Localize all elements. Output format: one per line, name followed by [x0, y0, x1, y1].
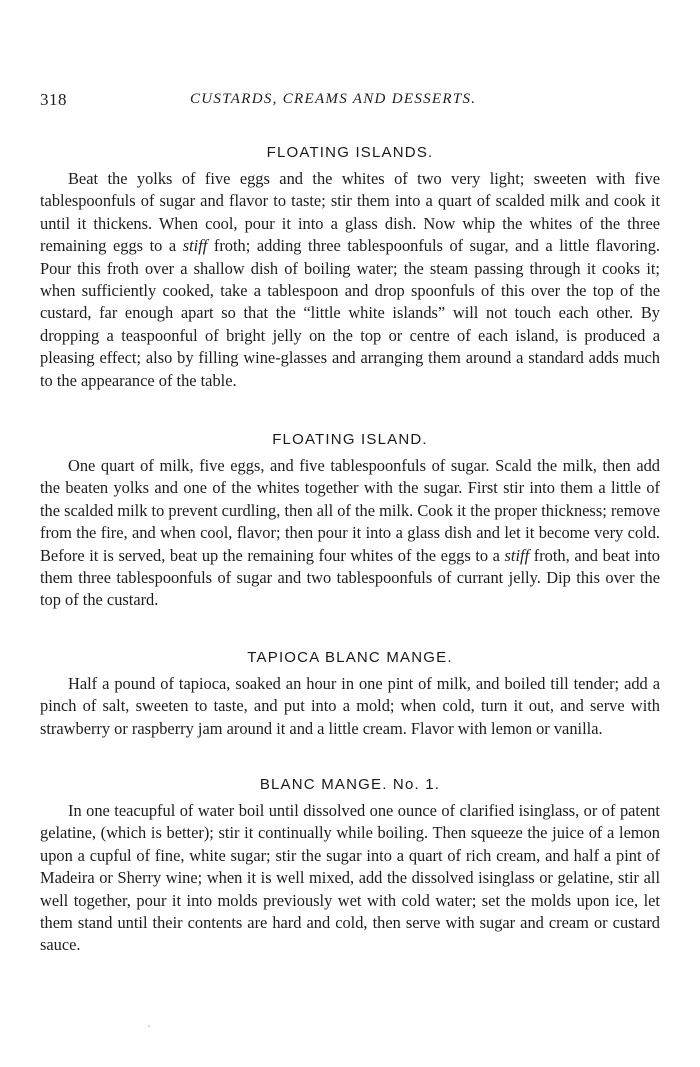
- recipe-text: [40, 800, 660, 957]
- paper-speck: [148, 1025, 150, 1027]
- recipe-floating-islands: [40, 142, 660, 392]
- recipe-title: FLOATING ISLAND.: [272, 431, 428, 448]
- recipe-text: [40, 455, 660, 612]
- running-head: [40, 90, 660, 114]
- recipe-title: TAPIOCA BLANC MANGE.: [247, 649, 453, 666]
- text-run: Half a pound of tapioca, soaked an hour in one pint of milk, and boiled till tender; add a pinch of salt, sweeten to taste, and put into a mold; when cold, turn it out, and serve with strawberry or raspberry jam around it and a little cream. Flavor with lemon or vanilla.: [40, 674, 660, 738]
- recipe-floating-island: [40, 429, 660, 612]
- recipe-title: FLOATING ISLANDS.: [266, 144, 434, 161]
- page-number: 318: [40, 90, 67, 109]
- recipe-tapioca-blanc-mange: [40, 647, 660, 740]
- text-run: froth, and beat into them three tablespoonfuls of sugar and two tablespoonfuls of currant jelly. Dip this over the top of the custard.: [40, 545, 660, 610]
- italic-word: stiff: [504, 545, 530, 565]
- recipe-text: [40, 673, 660, 740]
- italic-word: stiff: [182, 236, 208, 256]
- recipe-blanc-mange-no-1: [40, 774, 660, 957]
- text-run: froth; adding three tablespoonfuls of sugar, and a little flavoring. Pour this froth over a shallow dish of boiling water; the steam passing through it cooks it; when sufficiently cooked, take a tablespoon and drop spoonfuls of this over the top of the custard, far enough apart so that the “little white islands” will not touch each other. By dropping a teaspoonful of bright jelly on the top or centre of each island, is produced a pleasing effect; also by filling wine-glasses and arranging them around a standard adds much to the appearance of the table.: [40, 236, 660, 390]
- text-run: Beat the yolks of five eggs and the whites of two very light; sweeten with five tablespoonfuls of sugar and flavor to taste; stir them into a quart of scalded milk and cook it until it thickens. When cool, pour it into a glass dish. Now whip the whites of the three remaining eggs to a: [40, 169, 660, 256]
- text-run: One quart of milk, five eggs, and five tablespoonfuls of sugar. Scald the milk, then add the beaten yolks and one of the whites together with the sugar. First stir into them a little of the scalded milk to prevent curdling, then all of the milk. Cook it the proper thickness; remove from the fire, and when cool, flavor; then pour it into a glass dish and let it become very cold. Before it is served, beat up the remaining four whites of the eggs to a: [40, 456, 660, 565]
- recipe-text: [40, 168, 660, 392]
- recipe-title: BLANC MANGE. No. 1.: [259, 776, 441, 793]
- text-run: In one teacupful of water boil until dissolved one ounce of clarified isinglass, or of patent gelatine, (which is better); stir it continually while boiling. Then squeeze the juice of a lemon upon a cupful of fine, white sugar; stir the sugar into a quart of rich cream, and half a pint of Madeira or Sherry wine; when it is well mixed, add the dissolved isinglass or gelatine, stir all well together, pour it into molds previously wet with cold water; set the molds upon ice, let them stand until their contents are hard and cold, then serve with sugar and cream or custard sauce.: [40, 801, 660, 955]
- running-title: CUSTARDS, CREAMS AND DESSERTS.: [190, 91, 477, 107]
